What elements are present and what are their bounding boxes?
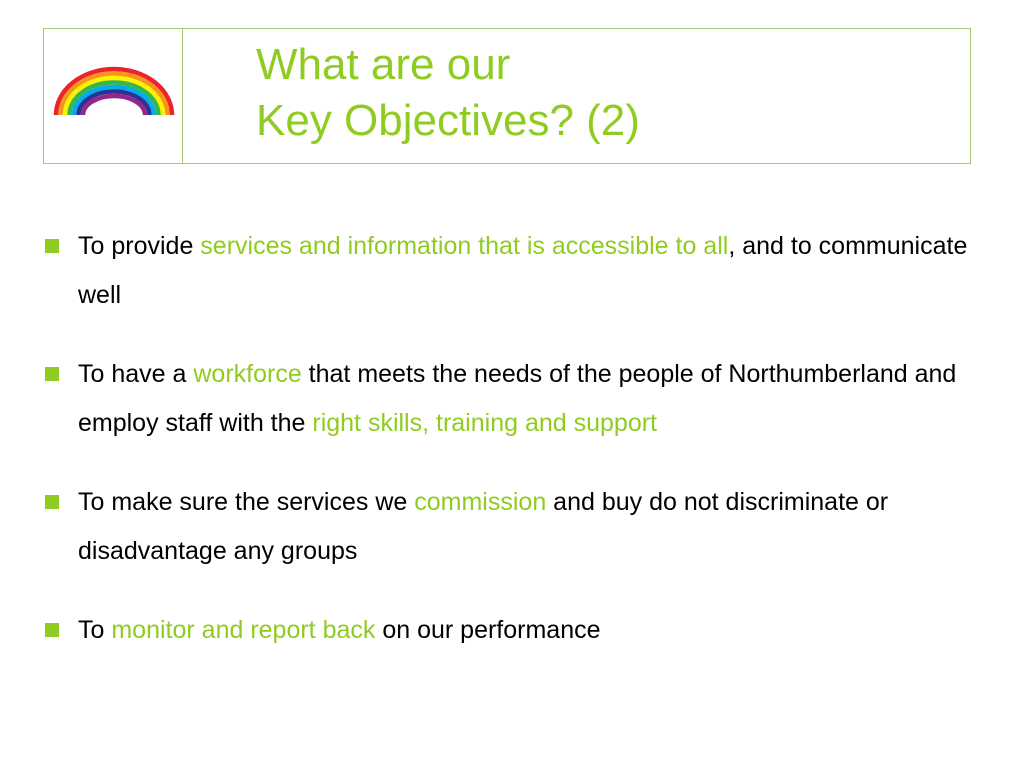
title-box [43,28,971,164]
bullet-highlight: monitor and report back [111,616,376,644]
bullet-text: , and to communicate well [78,232,968,309]
logo-cell [44,29,183,163]
objective-item-monitoring [44,606,989,655]
bullet-highlight: commission [414,488,547,516]
bullet-text: To have a [78,360,194,388]
bullet-square-icon [45,495,59,509]
objective-item-workforce [44,350,989,448]
objective-item-accessibility [44,222,989,320]
bullet-text: on our performance [375,616,601,644]
bullet-highlight: workforce [193,360,302,388]
bullet-square-icon [45,623,59,637]
slide-title [256,37,640,149]
bullet-text: To make sure the services we [78,488,415,516]
bullet-text: and buy do not discriminate or disadvantage any groups [78,488,889,565]
bullet-text: To provide [78,232,201,260]
objectives-list [44,222,989,685]
bullet-square-icon [45,367,59,381]
title-line-1: What are our [256,40,511,89]
bullet-text: To [78,616,112,644]
bullet-highlight: right skills, training and support [312,409,657,437]
objective-item-commissioning [44,478,989,576]
bullet-text: that meets the needs of the people of Northumberland and employ staff with the [78,360,957,437]
bullet-square-icon [45,239,59,253]
rainbow-icon [50,63,178,119]
title-line-2: Key Objectives? (2) [256,96,640,145]
bullet-highlight: services and information that is accessible to all [200,232,729,260]
